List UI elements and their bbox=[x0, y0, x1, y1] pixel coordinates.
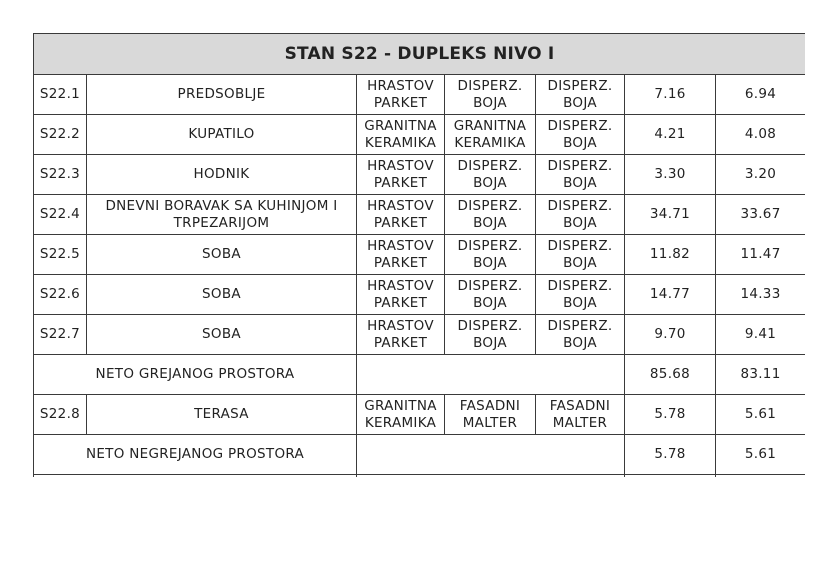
area-net: 14.33 bbox=[716, 275, 806, 315]
floor-finish: HRASTOV PARKET bbox=[357, 275, 445, 315]
ceiling-finish: DISPERZ. BOJA bbox=[536, 155, 625, 195]
table-row bbox=[34, 155, 806, 195]
ceiling-finish: DISPERZ. BOJA bbox=[536, 195, 625, 235]
room-specification-table bbox=[33, 33, 805, 510]
table-row bbox=[34, 235, 806, 275]
room-name: TERASA bbox=[87, 395, 357, 435]
table-row bbox=[34, 315, 806, 355]
room-code: S22.6 bbox=[34, 275, 87, 315]
table-row bbox=[34, 75, 806, 115]
room-code: S22.5 bbox=[34, 235, 87, 275]
area-net: 9.41 bbox=[716, 315, 806, 355]
room-code: S22.1 bbox=[34, 75, 87, 115]
area-net: 6.94 bbox=[716, 75, 806, 115]
area-gross: 14.77 bbox=[625, 275, 716, 315]
area-net: 5.61 bbox=[716, 395, 806, 435]
document-page bbox=[33, 33, 805, 510]
table-row bbox=[34, 395, 806, 435]
floor-finish: HRASTOV PARKET bbox=[357, 315, 445, 355]
ceiling-finish: DISPERZ. BOJA bbox=[536, 115, 625, 155]
wall-finish: DISPERZ. BOJA bbox=[445, 75, 536, 115]
area-net: 11.47 bbox=[716, 235, 806, 275]
floor-finish: GRANITNA KERAMIKA bbox=[357, 395, 445, 435]
table-title-row bbox=[34, 34, 806, 75]
room-code: S22.8 bbox=[34, 395, 87, 435]
room-name: PREDSOBLJE bbox=[87, 75, 357, 115]
blank-cell bbox=[357, 435, 625, 475]
total-area-net: 5.61 bbox=[716, 435, 806, 475]
room-code: S22.3 bbox=[34, 155, 87, 195]
room-code: S22.2 bbox=[34, 115, 87, 155]
wall-finish: DISPERZ. BOJA bbox=[445, 235, 536, 275]
ceiling-finish: DISPERZ. BOJA bbox=[536, 315, 625, 355]
wall-finish: DISPERZ. BOJA bbox=[445, 275, 536, 315]
wall-finish: GRANITNA KERAMIKA bbox=[445, 115, 536, 155]
area-gross: 11.82 bbox=[625, 235, 716, 275]
ceiling-finish: DISPERZ. BOJA bbox=[536, 275, 625, 315]
wall-finish: FASADNI MALTER bbox=[445, 395, 536, 435]
room-code: S22.4 bbox=[34, 195, 87, 235]
room-code: S22.7 bbox=[34, 315, 87, 355]
room-name: DNEVNI BORAVAK SA KUHINJOM I TRPEZARIJOM bbox=[87, 195, 357, 235]
ceiling-finish: FASADNI MALTER bbox=[536, 395, 625, 435]
heated-total-row bbox=[34, 355, 806, 395]
area-gross: 4.21 bbox=[625, 115, 716, 155]
area-net: 4.08 bbox=[716, 115, 806, 155]
floor-finish: HRASTOV PARKET bbox=[357, 195, 445, 235]
total-area-gross: 85.68 bbox=[625, 355, 716, 395]
table-row bbox=[34, 195, 806, 235]
total-label: NETO GREJANOG PROSTORA bbox=[34, 355, 357, 395]
area-gross: 3.30 bbox=[625, 155, 716, 195]
wall-finish: DISPERZ. BOJA bbox=[445, 195, 536, 235]
area-gross: 34.71 bbox=[625, 195, 716, 235]
area-gross: 7.16 bbox=[625, 75, 716, 115]
total-label: NETO NEGREJANOG PROSTORA bbox=[34, 435, 357, 475]
table-row bbox=[34, 275, 806, 315]
wall-finish: DISPERZ. BOJA bbox=[445, 315, 536, 355]
room-name: KUPATILO bbox=[87, 115, 357, 155]
unheated-total-row bbox=[34, 435, 806, 475]
area-gross: 5.78 bbox=[625, 395, 716, 435]
blank-cell bbox=[357, 355, 625, 395]
table-title: STAN S22 - DUPLEKS NIVO I bbox=[34, 34, 806, 75]
total-area-net: 83.11 bbox=[716, 355, 806, 395]
area-net: 3.20 bbox=[716, 155, 806, 195]
floor-finish: HRASTOV PARKET bbox=[357, 155, 445, 195]
page-cutoff bbox=[0, 477, 837, 570]
room-name: SOBA bbox=[87, 235, 357, 275]
room-name: SOBA bbox=[87, 315, 357, 355]
area-gross: 9.70 bbox=[625, 315, 716, 355]
table-row bbox=[34, 115, 806, 155]
wall-finish: DISPERZ. BOJA bbox=[445, 155, 536, 195]
ceiling-finish: DISPERZ. BOJA bbox=[536, 235, 625, 275]
floor-finish: HRASTOV PARKET bbox=[357, 75, 445, 115]
ceiling-finish: DISPERZ. BOJA bbox=[536, 75, 625, 115]
total-area-gross: 5.78 bbox=[625, 435, 716, 475]
floor-finish: HRASTOV PARKET bbox=[357, 235, 445, 275]
area-net: 33.67 bbox=[716, 195, 806, 235]
room-name: SOBA bbox=[87, 275, 357, 315]
room-name: HODNIK bbox=[87, 155, 357, 195]
floor-finish: GRANITNA KERAMIKA bbox=[357, 115, 445, 155]
